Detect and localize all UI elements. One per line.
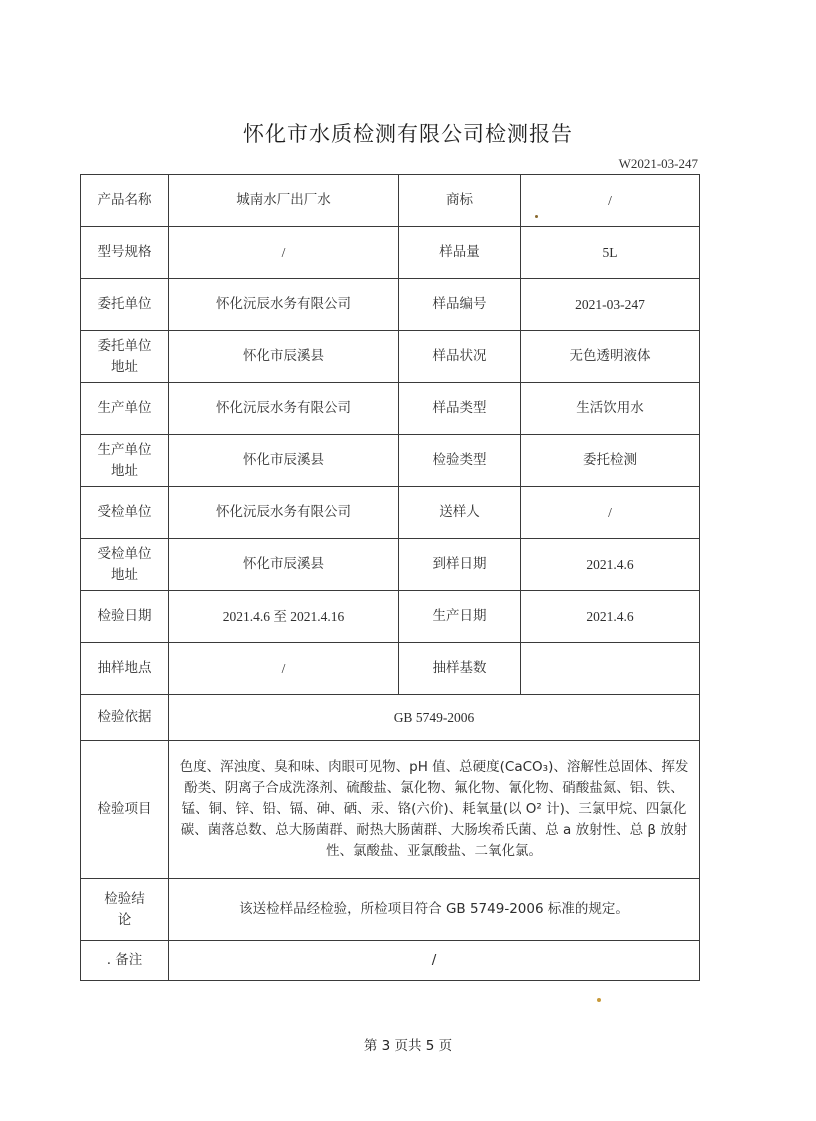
table-row (81, 175, 700, 227)
field-value: 生活饮用水 (521, 383, 700, 435)
items-line: 色度、浑浊度、臭和味、肉眼可见物、pH 值、总硬度(CaCO₃)、溶解性总固体、挥发 (179, 759, 689, 775)
field-value: 城南水厂出厂水 (169, 175, 399, 227)
table-row (81, 643, 700, 695)
field-label: 抽样地点 (81, 643, 169, 695)
report-table (80, 174, 700, 981)
table-row (81, 941, 700, 981)
table-row (81, 539, 700, 591)
field-label: 抽样基数 (399, 643, 521, 695)
field-label: 检验依据 (81, 695, 169, 741)
items-line: 性、氯酸盐、亚氯酸盐、二氧化氯。 (326, 843, 542, 859)
items-line: 酚类、阴离子合成洗涤剂、硫酸盐、氯化物、氟化物、氰化物、硝酸盐氮、铝、铁、 (184, 780, 684, 796)
field-label-line: 论 (117, 911, 132, 928)
table-row (81, 487, 700, 539)
field-label: 型号规格 (81, 227, 169, 279)
field-label-line: 地址 (111, 462, 138, 479)
field-label: 检验日期 (81, 591, 169, 643)
table-row (81, 879, 700, 941)
field-label: 样品量 (399, 227, 521, 279)
page-number: 第 3 页共 5 页 (363, 1038, 453, 1054)
field-label: 送样人 (399, 487, 521, 539)
table-row (81, 695, 700, 741)
field-value (521, 643, 700, 695)
items-line: 锰、铜、锌、铅、镉、砷、硒、汞、铬(六价)、耗氧量(以 O² 计)、三氯甲烷、四氯化 (181, 801, 687, 817)
field-value: 怀化沅辰水务有限公司 (169, 279, 399, 331)
field-value: / (521, 487, 700, 539)
scan-speck (535, 215, 538, 218)
field-label: 样品类型 (399, 383, 521, 435)
field-label (81, 435, 169, 487)
field-label: 到样日期 (399, 539, 521, 591)
field-value: 2021.4.6 至 2021.4.16 (169, 591, 399, 643)
field-label-line: 检验结 (104, 890, 145, 907)
field-label-line: 地址 (111, 358, 138, 375)
field-label: 委托单位 (81, 279, 169, 331)
table-row (81, 279, 700, 331)
field-label-line: 委托单位 (97, 337, 152, 354)
field-label-line: 生产单位 (97, 441, 152, 458)
field-value: 2021.4.6 (521, 539, 700, 591)
remark-value: / (169, 941, 700, 981)
field-label: 检验项目 (81, 741, 169, 879)
field-value: 怀化市辰溪县 (169, 331, 399, 383)
field-value: / (521, 175, 700, 227)
table-row (81, 741, 700, 879)
field-label (81, 539, 169, 591)
report-number: W2021-03-247 (618, 156, 698, 171)
report-title: 怀化市水质检测有限公司检测报告 (243, 122, 573, 146)
field-label: . 备注 (81, 941, 169, 981)
scan-speck (597, 998, 601, 1002)
table-row (81, 435, 700, 487)
field-value: 2021-03-247 (521, 279, 700, 331)
field-value: 委托检测 (521, 435, 700, 487)
table-row (81, 331, 700, 383)
table-row (81, 227, 700, 279)
inspection-items-value (169, 741, 700, 879)
field-label-line: 地址 (111, 566, 138, 583)
field-value: 怀化沅辰水务有限公司 (169, 487, 399, 539)
field-label-line: 受检单位 (97, 545, 152, 562)
table-row (81, 591, 700, 643)
field-value: 2021.4.6 (521, 591, 700, 643)
field-label: 生产单位 (81, 383, 169, 435)
conclusion-value: 该送检样品经检验，所检项目符合 GB 5749-2006 标准的规定。 (169, 879, 700, 941)
field-label: 产品名称 (81, 175, 169, 227)
field-label (81, 331, 169, 383)
field-value: / (169, 227, 399, 279)
field-value: 怀化市辰溪县 (169, 435, 399, 487)
items-line: 碳、菌落总数、总大肠菌群、耐热大肠菌群、大肠埃希氏菌、总 a 放射性、总 β 放射 (180, 822, 688, 838)
table-row (81, 383, 700, 435)
field-label: 检验类型 (399, 435, 521, 487)
field-label: 样品编号 (399, 279, 521, 331)
field-label: 样品状况 (399, 331, 521, 383)
field-value: 怀化市辰溪县 (169, 539, 399, 591)
field-label: 受检单位 (81, 487, 169, 539)
field-label: 商标 (399, 175, 521, 227)
field-value: 5L (521, 227, 700, 279)
field-value: / (169, 643, 399, 695)
field-value: 无色透明液体 (521, 331, 700, 383)
field-label: 生产日期 (399, 591, 521, 643)
inspection-basis-value: GB 5749-2006 (169, 695, 700, 741)
field-label (81, 879, 169, 941)
field-value: 怀化沅辰水务有限公司 (169, 383, 399, 435)
